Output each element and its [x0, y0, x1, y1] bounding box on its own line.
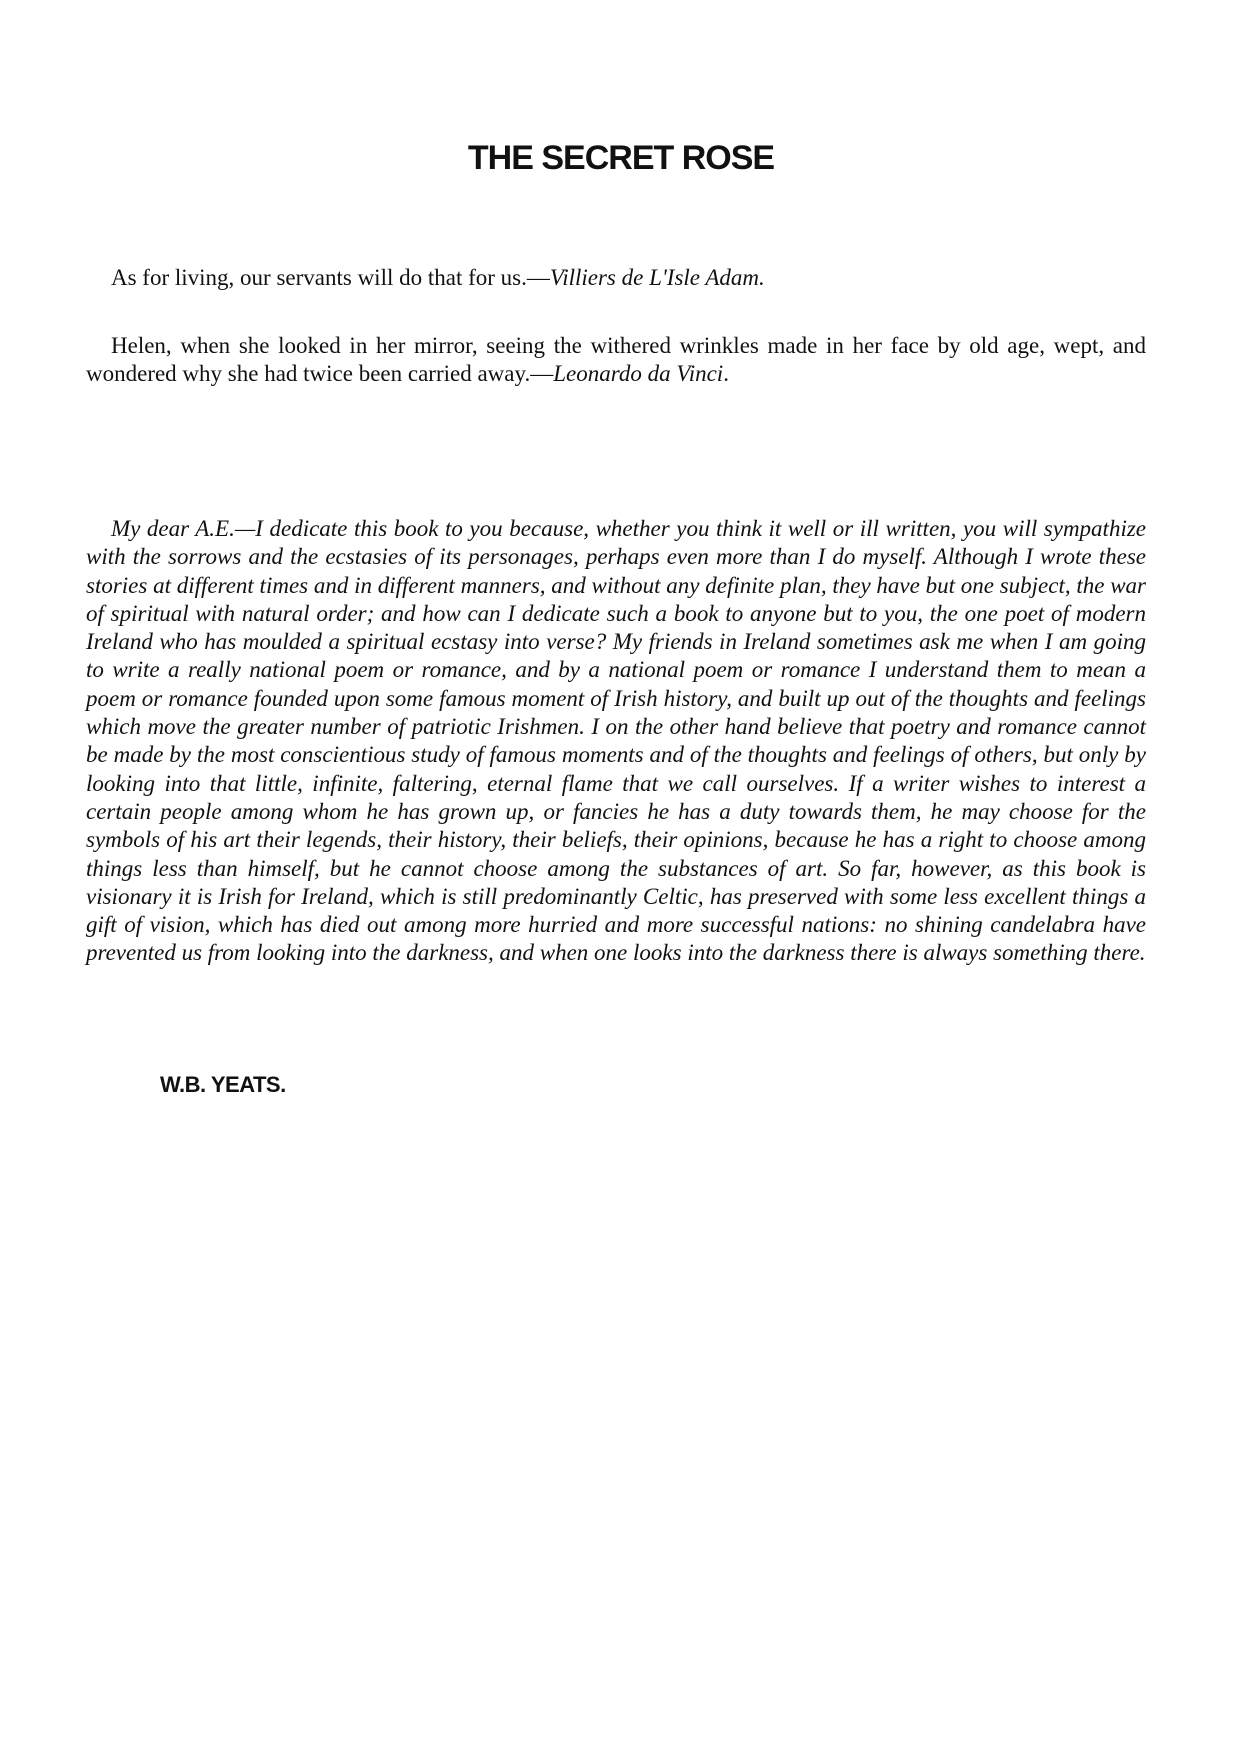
dedication-text: My dear A.E.—I dedicate this book to you because, whether you think it well or ill written, you will sympathize with the sorrows and the ecstasies of its personages, perhaps even more than I do myself. Although I wrote these stories at different times and in different manners, and without any definite plan, they have but one subject, the war of spiritual with natural order; and how can I dedicate such a book to anyone but to you, the one poet of modern Ireland who has moulded a spiritual ecstasy into verse? My friends in Ireland sometimes ask me when I am going to write a really national poem or romance, and by a national poem or romance I understand them to mean a poem or romance founded upon some famous moment of Irish history, and built up out of the thoughts and feelings which move the greater number of patriotic Irishmen. I on the other hand believe that poetry and romance cannot be made by the most conscientious study of famous moments and of the thoughts and feelings of others, but only by looking into that little, infinite, faltering, eternal flame that we call ourselves. If a writer wishes to interest a certain people among whom he has grown up, or fancies he has a duty towards them, he may choose for the symbols of his art their legends, their history, their beliefs, their opinions, because he has a right to choose among things less than himself, but he cannot choose among the substances of art. So far, however, as this book is visionary it is Irish for Ireland, which is still predominantly Celtic, has preserved with some less excellent things a gift of vision, which has died out among more hurried and more successful nations: no shining candelabra have prevented us from looking into the darkness, and when one looks into the darkness there is always something there. — [86, 516, 1146, 966]
epigraph-trailing: . — [723, 361, 729, 386]
epigraph-leonardo — [86, 332, 1146, 388]
page-title: THE SECRET ROSE — [467, 139, 775, 177]
epigraph-villiers — [86, 264, 1146, 292]
dedication-paragraph — [86, 515, 1146, 968]
epigraph-attribution: Leonardo da Vinci — [553, 361, 724, 386]
author-signature: W.B. YEATS. — [160, 1072, 286, 1097]
epigraph-attribution: Villiers de L'Isle Adam. — [549, 265, 765, 290]
epigraph-text: Helen, when she looked in her mirror, seeing the withered wrinkles made in her face by old age, wept, and wondered why she had twice been carried away.— — [86, 333, 1146, 386]
epigraph-text: As for living, our servants will do that for us.— — [111, 265, 550, 290]
